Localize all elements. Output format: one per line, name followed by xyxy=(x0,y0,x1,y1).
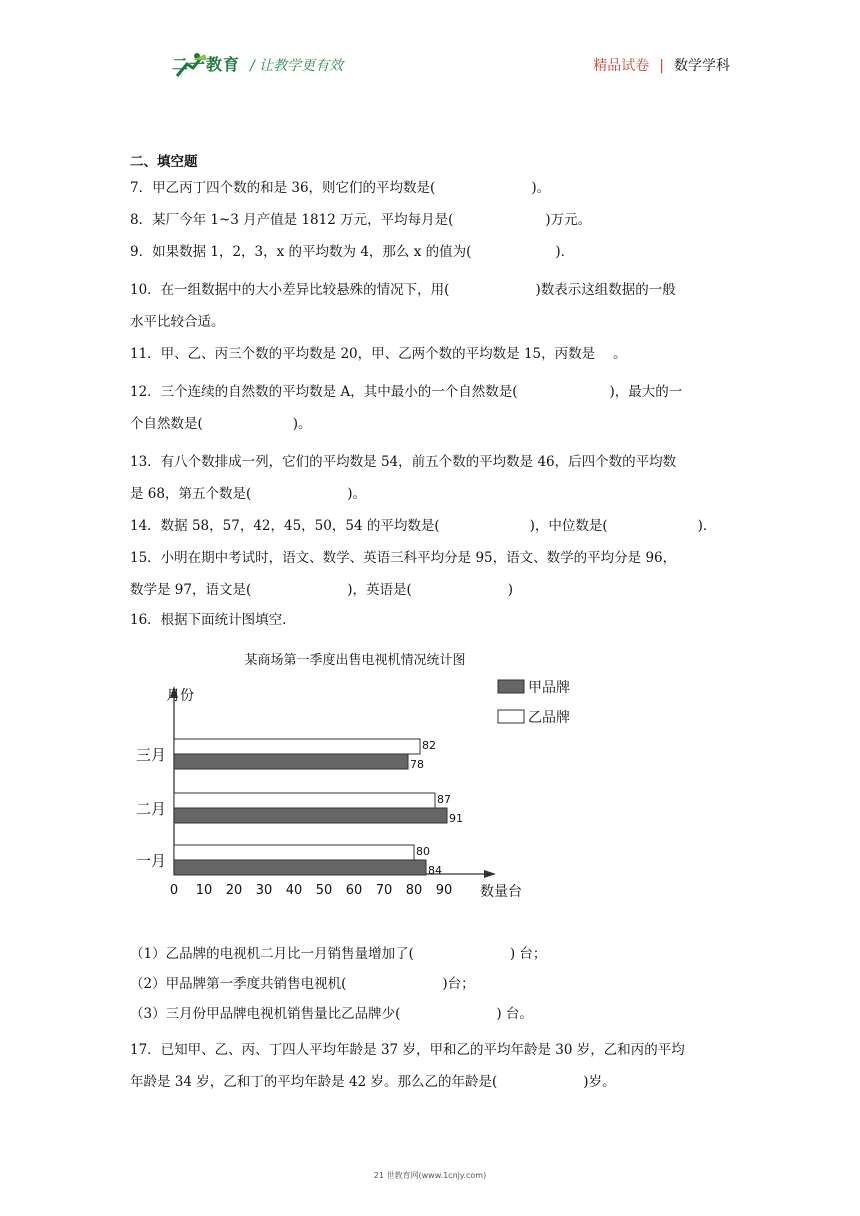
question-16-part-3: （3）三月份甲品牌电视机销售量比乙品牌少( ) 台。 xyxy=(130,1006,533,1022)
x-tick-label: 60 xyxy=(345,883,363,898)
question-8: 8．某厂今年 1~3 月产值是 1812 万元，平均每月是( )万元。 xyxy=(130,212,592,228)
category-label: 一月 xyxy=(135,852,166,870)
x-tick-label: 50 xyxy=(315,883,333,898)
x-tick-label: 90 xyxy=(435,883,453,898)
legend-swatch xyxy=(498,680,524,693)
x-tick-label: 70 xyxy=(375,883,393,898)
section-title: 二、填空题 xyxy=(130,154,198,170)
tv-sales-bar-chart xyxy=(130,648,590,938)
question-13: 13．有八个数排成一列，它们的平均数是 54，前五个数的平均数是 46，后四个数的平均数 是 68，第五个数是( )。 xyxy=(130,454,677,502)
tag-subject: 数学学科 xyxy=(674,58,730,74)
legend-label: 乙品牌 xyxy=(528,710,570,726)
category-label: 三月 xyxy=(135,746,166,764)
x-tick-label: 40 xyxy=(285,883,303,898)
x-tick-label: 20 xyxy=(225,883,243,898)
x-axis-label: 数量台 xyxy=(480,884,522,900)
question-15: 15．小明在期中考试时，语文、数学、英语三科平均分是 95，语文、数学的平均分是 96， 数学是 97，语文是( )，英语是( ) xyxy=(130,550,677,598)
question-17: 17．已知甲、乙、丙、丁四人平均年龄是 37 岁，甲和乙的平均年龄是 30 岁，乙和丙的平均 年龄是 34 岁，乙和丁的平均年龄是 42 岁。那么乙的年龄是( )岁。 xyxy=(130,1042,685,1090)
question-14: 14．数据 58，57，42，45，50，54 的平均数是( )，中位数是( )． xyxy=(130,518,717,534)
tag-premium: 精品试卷 xyxy=(593,58,650,74)
question-list xyxy=(130,152,732,642)
bar-jia xyxy=(174,754,408,769)
x-tick-label: 10 xyxy=(195,883,213,898)
chart-title: 某商场第一季度出售电视机情况统计图 xyxy=(244,653,466,668)
footer: 21 世教育网(www.1cnjy.com) xyxy=(373,1171,487,1180)
question-7: 7．甲乙丙丁四个数的和是 36，则它们的平均数是( )。 xyxy=(130,180,551,196)
slogan: / 让教学更有效 xyxy=(250,58,344,74)
bar-yi xyxy=(174,845,414,860)
data-label: 80 xyxy=(416,845,430,858)
data-label: 91 xyxy=(449,812,463,825)
question-16-parts xyxy=(130,944,732,1102)
bar-jia xyxy=(174,808,447,823)
x-tick-label: 30 xyxy=(255,883,273,898)
question-16: 16．根据下面统计图填空． xyxy=(130,612,296,628)
bar-yi xyxy=(174,793,435,808)
x-tick-label: 80 xyxy=(405,883,423,898)
brand-name: 二一教育 xyxy=(172,55,241,74)
legend-swatch xyxy=(498,710,524,723)
data-label: 87 xyxy=(437,793,451,806)
data-label: 84 xyxy=(428,864,442,877)
question-16-part-1: （1）乙品牌的电视机二月比一月销售量增加了( ) 台； xyxy=(130,946,547,962)
x-axis-arrow xyxy=(484,870,496,878)
data-label: 82 xyxy=(422,739,436,752)
question-16-part-2: （2）甲品牌第一季度共销售电视机( )台； xyxy=(130,976,475,992)
data-label: 78 xyxy=(410,758,424,771)
tag-separator: | xyxy=(659,58,664,74)
header-tags xyxy=(593,55,730,75)
question-9: 9．如果数据 1，2，3，x 的平均数为 4，那么 x 的值为( )． xyxy=(130,244,575,260)
question-12: 12．三个连续的自然数的平均数是 A，其中最小的一个自然数是( )，最大的一 个自然数是( )。 xyxy=(130,384,683,432)
page-header xyxy=(0,0,860,100)
y-axis-label: 月份 xyxy=(166,688,194,704)
x-tick-label: 0 xyxy=(169,883,179,898)
question-10: 10．在一组数据中的大小差异比较悬殊的情况下，用( )数表示这组数据的一般 水平比较合适。 xyxy=(130,282,676,330)
legend-label: 甲品牌 xyxy=(528,680,570,696)
question-11: 11．甲、乙、丙三个数的平均数是 20，甲、乙两个数的平均数是 15，丙数是 。 xyxy=(130,346,627,362)
bar-jia xyxy=(174,860,426,875)
bar-yi xyxy=(174,739,420,754)
category-label: 二月 xyxy=(135,800,166,818)
